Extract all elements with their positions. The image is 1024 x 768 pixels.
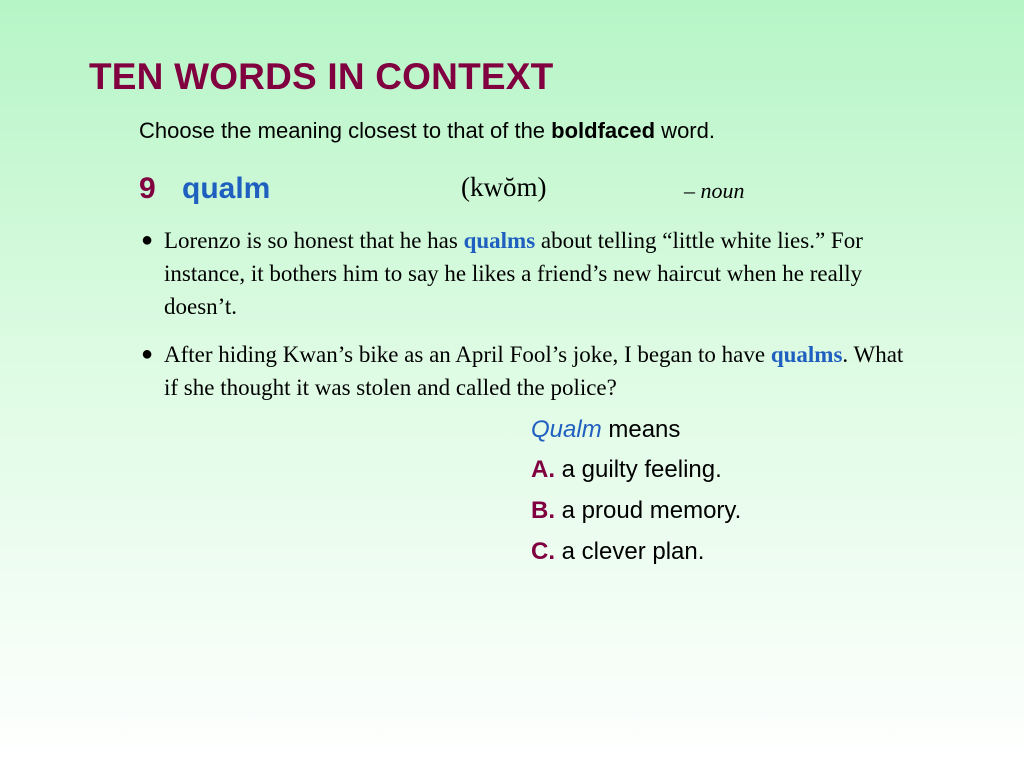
bullet-icon: ● [141,343,154,365]
option-letter: B. [531,497,555,524]
example-highlight-word: qualms [463,228,536,253]
example-body [164,224,911,323]
question-word: Qualm [531,416,602,443]
example-text-after: . What if she thought it was stolen and called the police? [164,342,904,400]
answer-block [531,414,741,577]
option-text: a guilty feeling. [555,456,722,483]
option-text: a clever plan. [555,538,705,565]
headword: qualm [182,172,271,205]
word-number: 9 [139,172,156,205]
example-sentence-2 [141,338,911,404]
answer-option-c[interactable] [531,536,741,577]
question-line [531,414,741,454]
example-sentence-1 [141,224,911,323]
instruction-before: Choose the meaning closest to that of the [139,118,552,143]
answer-option-a[interactable] [531,454,741,495]
bullet-icon: ● [141,229,154,251]
example-highlight-word: qualms [770,342,843,367]
instruction-bold-word: boldfaced [551,118,656,143]
part-of-speech: – noun [684,178,745,203]
question-means: means [601,416,681,443]
instruction-text [139,118,715,144]
option-letter: A. [531,456,555,483]
pronunciation: (kwŏm) [461,172,547,202]
slide-title: TEN WORDS IN CONTEXT [89,56,554,97]
instruction-after: word. [655,118,715,143]
example-body [164,338,911,404]
example-text-after: about telling “little white lies.” For instance, it bothers him to say he likes a friend’s new haircut when he really doesn’t. [164,228,863,319]
example-text-before: After hiding Kwan’s bike as an April Fool’s joke, I began to have [164,342,771,367]
example-text-before: Lorenzo is so honest that he has [164,228,464,253]
option-letter: C. [531,538,555,565]
option-text: a proud memory. [555,497,742,524]
answer-option-b[interactable] [531,495,741,536]
